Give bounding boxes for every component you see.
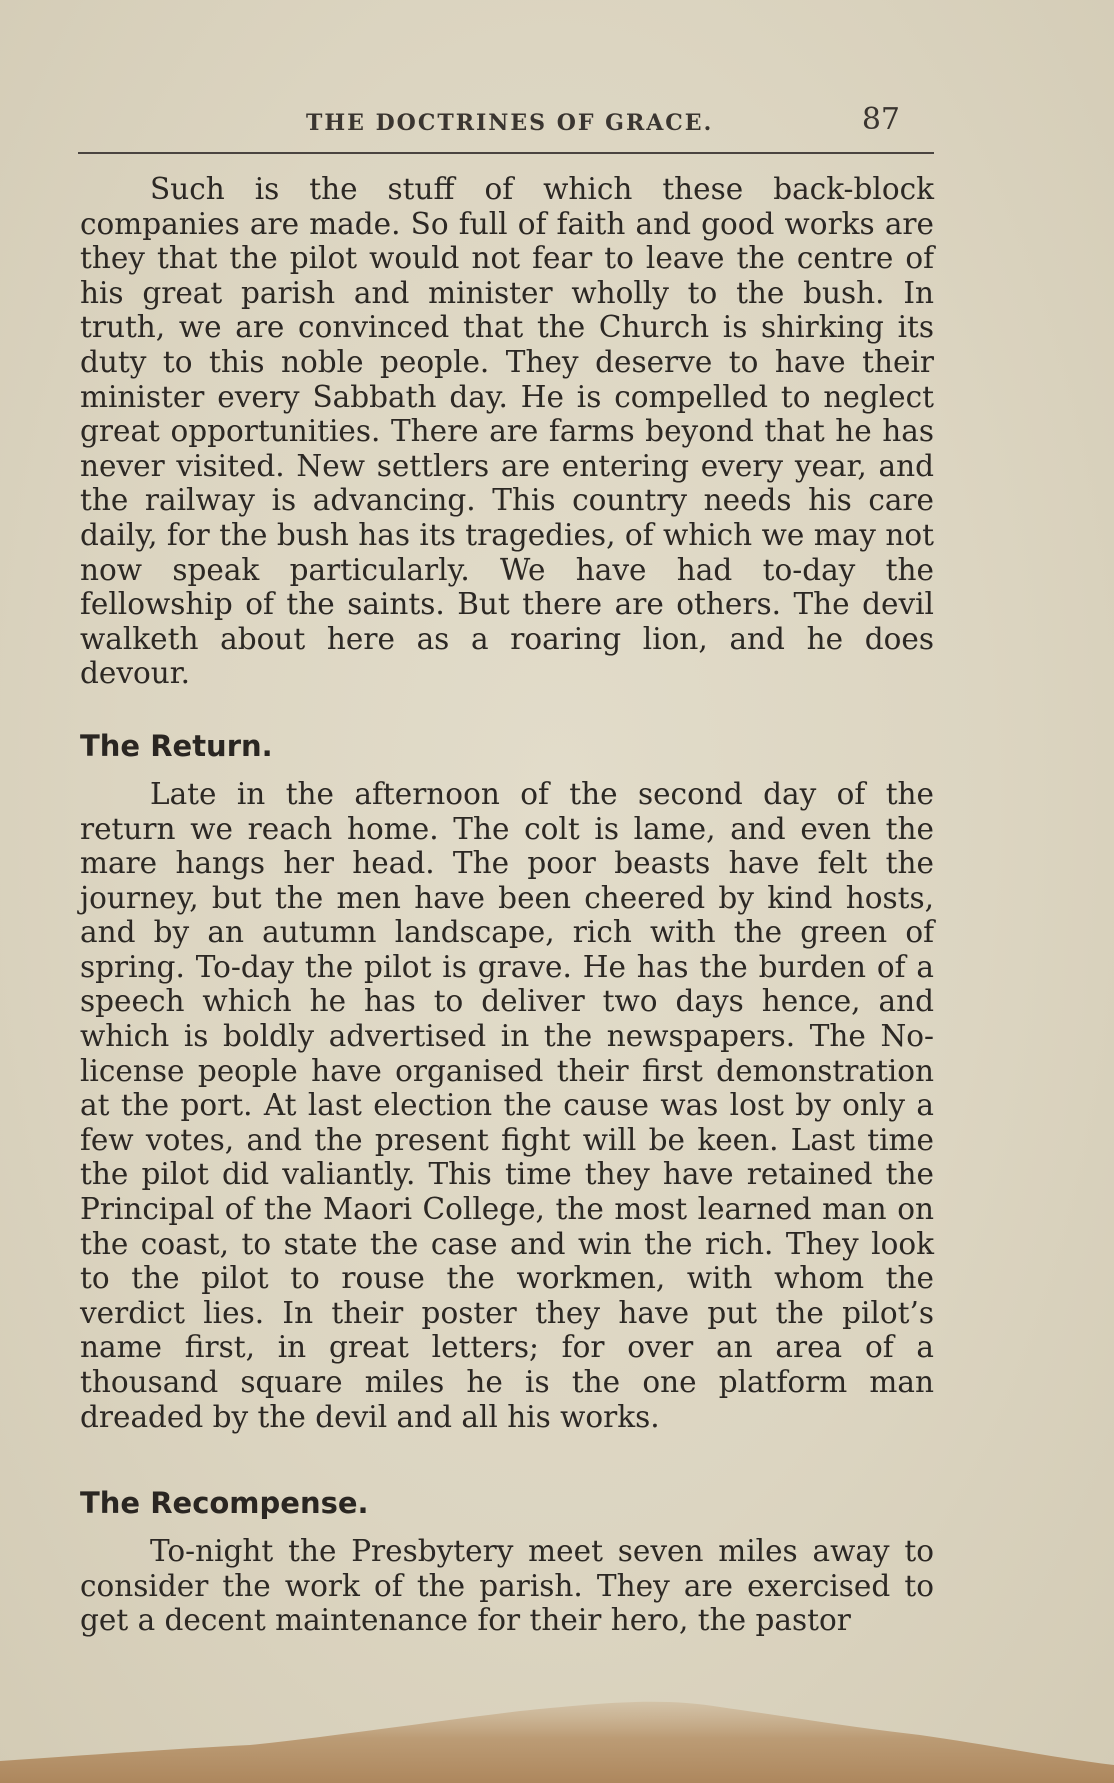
paragraph-back-block: Such is the stuff of which these back-block companies are made. So full of faith and good works are they that the pilot would not fear to leave the centre of his great parish and minister wholly to the bush. In truth, we are convinced that the Church is shirking its duty to this noble people. They deserve to have their minister every Sabbath day. He is compelled to neglect great opportunities. There are farms beyond that he has never visited. New settlers are entering every year, and the railway is advancing. This country needs his care daily, for the bush has its tragedies, of which we may not now speak particularly. We have had to-day the fellowship of the saints. But there are others. The devil walketh about here as a roaring lion, and he does devour. (80, 172, 934, 691)
running-title: THE DOCTRINES OF GRACE. (306, 110, 714, 136)
body-text (80, 172, 934, 1638)
water-stain (0, 1653, 1114, 1783)
paragraph-return: Late in the afternoon of the second day of the return we reach home. The colt is lame, and even the mare hangs her head. The poor beasts have felt the journey, but the men have been cheered by kind hosts, and by an autumn landscape, rich with the green of spring. To-day the pilot is grave. He has the burden of a speech which he has to deliver two days hence, and which is boldly advertised in the newspapers. The No-license people have organised their first demonstration at the port. At last election the cause was lost by only a few votes, and the present fight will be keen. Last time the pilot did valiantly. This time they have retained the Principal of the Maori College, the most learned man on the coast, to state the case and win the rich. They look to the pilot to rouse the workmen, with whom the verdict lies. In their poster they have put the pilot’s name first, in great letters; for over an area of a thousand square miles he is the one platform man dreaded by the devil and all his works. (80, 776, 934, 1434)
section-heading-recompense: The Recompense. (80, 1486, 369, 1521)
section-heading-return: The Return. (80, 728, 273, 763)
page-header (78, 100, 934, 144)
page-number: 87 (861, 102, 900, 137)
paragraph-recompense: To-night the Presbytery meet seven miles away to consider the work of the parish. They are exercised to get a decent maintenance for their hero, the pastor (80, 1534, 934, 1638)
header-rule (78, 152, 934, 154)
